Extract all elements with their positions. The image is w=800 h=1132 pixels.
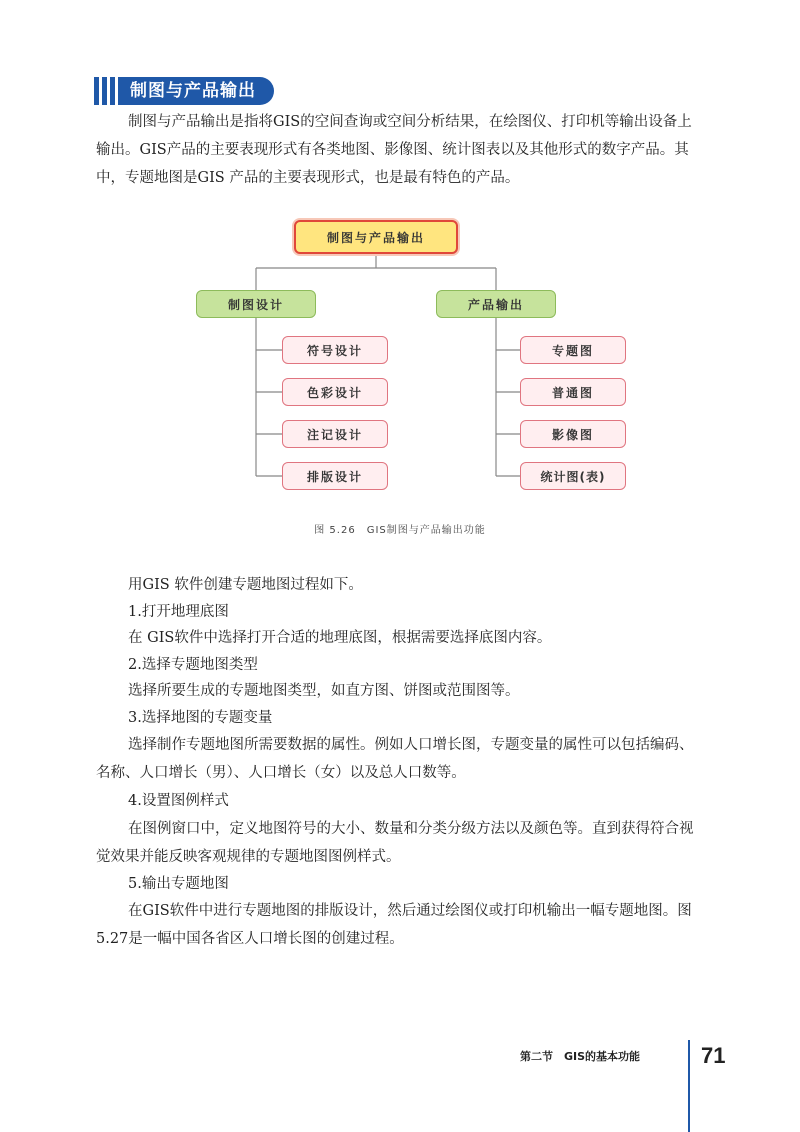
leaf-thematic-map: 专题图 <box>520 336 626 364</box>
figure-caption: 图 5.26 GIS制图与产品输出功能 <box>314 525 486 536</box>
leaf-annotation-design: 注记设计 <box>282 420 388 448</box>
section-title: 制图与产品输出 <box>118 77 274 105</box>
footer-divider <box>688 1040 690 1132</box>
page-number: 71 <box>701 1043 726 1068</box>
step-heading: 3.选择地图的专题变量 <box>128 710 273 726</box>
node-product-output: 产品输出 <box>436 290 556 318</box>
step-heading: 2.选择专题地图类型 <box>128 657 258 673</box>
root-node: 制图与产品输出 <box>294 220 458 254</box>
node-map-design: 制图设计 <box>196 290 316 318</box>
body-line: 在GIS软件中进行专题地图的排版设计，然后通过绘图仪或打印机输出一幅专题地图。图 <box>128 903 692 919</box>
diagram-connectors <box>0 0 800 560</box>
body-line: 觉效果并能反映客观规律的专题地图图例样式。 <box>96 849 401 865</box>
leaf-general-map: 普通图 <box>520 378 626 406</box>
intro-line-2: 输出。GIS产品的主要表现形式有各类地图、影像图、统计图表以及其他形式的数字产品。其 <box>96 142 689 158</box>
leaf-statistical-chart: 统计图(表) <box>520 462 626 490</box>
org-diagram <box>0 0 800 560</box>
leaf-symbol-design: 符号设计 <box>282 336 388 364</box>
body-line: 选择所要生成的专题地图类型，如直方图、饼图或范围图等。 <box>128 683 520 699</box>
body-line: 用GIS 软件创建专题地图过程如下。 <box>128 577 363 593</box>
body-line: 名称、人口增长（男）、人口增长（女）以及总人口数等。 <box>96 765 466 781</box>
intro-line-3: 中，专题地图是GIS 产品的主要表现形式，也是最有特色的产品。 <box>96 170 520 186</box>
intro-line-1: 制图与产品输出是指将GIS的空间查询或空间分析结果，在绘图仪、打印机等输出设备上 <box>128 114 692 130</box>
body-line: 在 GIS软件中选择打开合适的地理底图，根据需要选择底图内容。 <box>128 630 552 646</box>
step-heading: 4.设置图例样式 <box>128 793 229 809</box>
step-heading: 5.输出专题地图 <box>128 876 229 892</box>
body-line: 选择制作专题地图所需要数据的属性。例如人口增长图，专题变量的属性可以包括编码、 <box>128 737 694 753</box>
body-line: 5.27是一幅中国各省区人口增长图的创建过程。 <box>96 931 404 947</box>
body-line: 在图例窗口中，定义地图符号的大小、数量和分类分级方法以及颜色等。直到获得符合视 <box>128 821 694 837</box>
leaf-image-map: 影像图 <box>520 420 626 448</box>
footer-section-label: 第二节 GIS的基本功能 <box>520 1050 641 1063</box>
step-heading: 1.打开地理底图 <box>128 604 229 620</box>
leaf-color-design: 色彩设计 <box>282 378 388 406</box>
leaf-layout-design: 排版设计 <box>282 462 388 490</box>
